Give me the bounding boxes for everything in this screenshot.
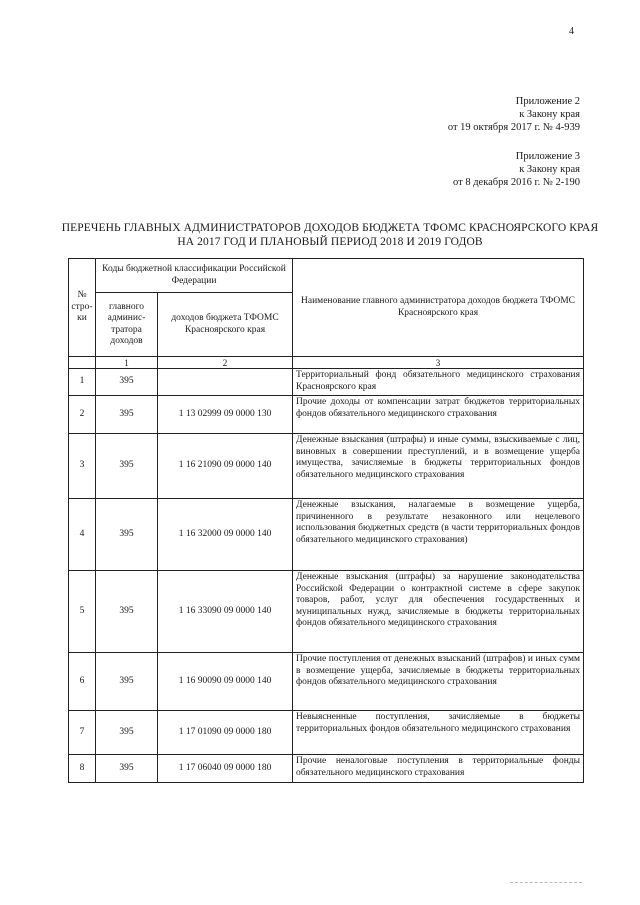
administrator-name: Денежные взыскания (штрафы) и иные суммы, взыскиваемые с лиц, виновных в совершении преступлений, и в возмещение ущерба имущества, зачисляемые в бюджеты территориальных фондов обязательного медицинского страхования <box>293 434 584 499</box>
annex-2-reference <box>448 95 580 134</box>
admin-code: 395 <box>96 653 158 711</box>
administrator-name: Денежные взыскания, налагаемые в возмещение ущерба, причиненного в результате незаконного или нецелевого использования бюджетных средств (в части территориальных фондов обязательного медицинского страхования) <box>293 499 584 571</box>
annex-3-line3: от 8 декабря 2016 г. № 2-190 <box>453 177 580 188</box>
income-code: 1 16 33090 09 0000 140 <box>158 571 293 653</box>
title-line1: ПЕРЕЧЕНЬ ГЛАВНЫХ АДМИНИСТРАТОРОВ ДОХОДОВ БЮДЖЕТА ТФОМС КРАСНОЯРСКОГО КРАЯ <box>61 222 599 234</box>
row-number: 6 <box>69 653 96 711</box>
row-number: 5 <box>69 571 96 653</box>
annex-3-reference <box>453 150 580 189</box>
income-code: 1 17 06040 09 0000 180 <box>158 755 293 783</box>
table-row <box>69 755 584 783</box>
table-row <box>69 499 584 571</box>
admin-code: 395 <box>96 571 158 653</box>
column-number-3: 3 <box>293 357 584 369</box>
row-number: 1 <box>69 369 96 396</box>
annex-2-line1: Приложение 2 <box>515 96 580 107</box>
administrator-name: Прочие доходы от компенсации затрат бюджетов территориальных фондов обязательного медицинского страхования <box>293 396 584 434</box>
admin-code: 395 <box>96 396 158 434</box>
row-number: 7 <box>69 711 96 755</box>
table-row <box>69 711 584 755</box>
income-code: 1 16 21090 09 0000 140 <box>158 434 293 499</box>
income-code <box>158 369 293 396</box>
header-admin-code: главного админис-тратора доходов <box>96 293 158 357</box>
bottom-dashed-line <box>510 882 582 883</box>
administrator-name: Прочие поступления от денежных взысканий (штрафов) и иных сумм в возмещение ущерба, зачисляемые в бюджеты территориальных фондов обязательного медицинского страхования <box>293 653 584 711</box>
row-number: 3 <box>69 434 96 499</box>
admin-code: 395 <box>96 369 158 396</box>
administrator-name: Невыясненные поступления, зачисляемые в бюджеты территориальных фондов обязательного медицинского страхования <box>293 711 584 755</box>
row-number: 2 <box>69 396 96 434</box>
income-code: 1 13 02999 09 0000 130 <box>158 396 293 434</box>
administrators-table <box>68 258 584 783</box>
column-number-blank <box>69 357 96 369</box>
annex-2-line2: к Закону края <box>519 109 580 120</box>
income-code: 1 17 01090 09 0000 180 <box>158 711 293 755</box>
row-number: 4 <box>69 499 96 571</box>
admin-code: 395 <box>96 711 158 755</box>
table-row <box>69 434 584 499</box>
table-row <box>69 369 584 396</box>
header-codes-group: Коды бюджетной классификации Российской Федерации <box>96 259 293 293</box>
admin-code: 395 <box>96 499 158 571</box>
document-title <box>60 221 600 249</box>
administrator-name: Территориальный фонд обязательного медицинского страхования Красноярского края <box>293 369 584 396</box>
annex-3-line2: к Закону края <box>519 164 580 175</box>
title-line2: НА 2017 ГОД И ПЛАНОВЫЙ ПЕРИОД 2018 И 2019 ГОДОВ <box>177 236 483 248</box>
income-code: 1 16 90090 09 0000 140 <box>158 653 293 711</box>
income-code: 1 16 32000 09 0000 140 <box>158 499 293 571</box>
admin-code: 395 <box>96 434 158 499</box>
administrator-name: Денежные взыскания (штрафы) за нарушение законодательства Российской Федерации о контрактной системе в сфере закупок товаров, работ, услуг для обеспечения государственных и муниципальных нужд, зачисляемые в бюджеты территориальных фондов обязательного медицинского страхования <box>293 571 584 653</box>
table-row <box>69 396 584 434</box>
row-number: 8 <box>69 755 96 783</box>
header-row-number: № стро-ки <box>69 259 96 357</box>
table-row <box>69 653 584 711</box>
annex-3-line1: Приложение 3 <box>515 151 580 162</box>
administrator-name: Прочие неналоговые поступления в территориальные фонды обязательного медицинского страхования <box>293 755 584 783</box>
annex-2-line3: от 19 октября 2017 г. № 4-939 <box>447 122 580 133</box>
column-number-1: 1 <box>96 357 158 369</box>
page-number: 4 <box>569 26 574 37</box>
admin-code: 395 <box>96 755 158 783</box>
header-income-code: доходов бюджета ТФОМС Красноярского края <box>158 293 293 357</box>
table-row <box>69 571 584 653</box>
header-administrator-name: Наименование главного администратора доходов бюджета ТФОМС Красноярского края <box>293 259 584 357</box>
column-number-2: 2 <box>158 357 293 369</box>
